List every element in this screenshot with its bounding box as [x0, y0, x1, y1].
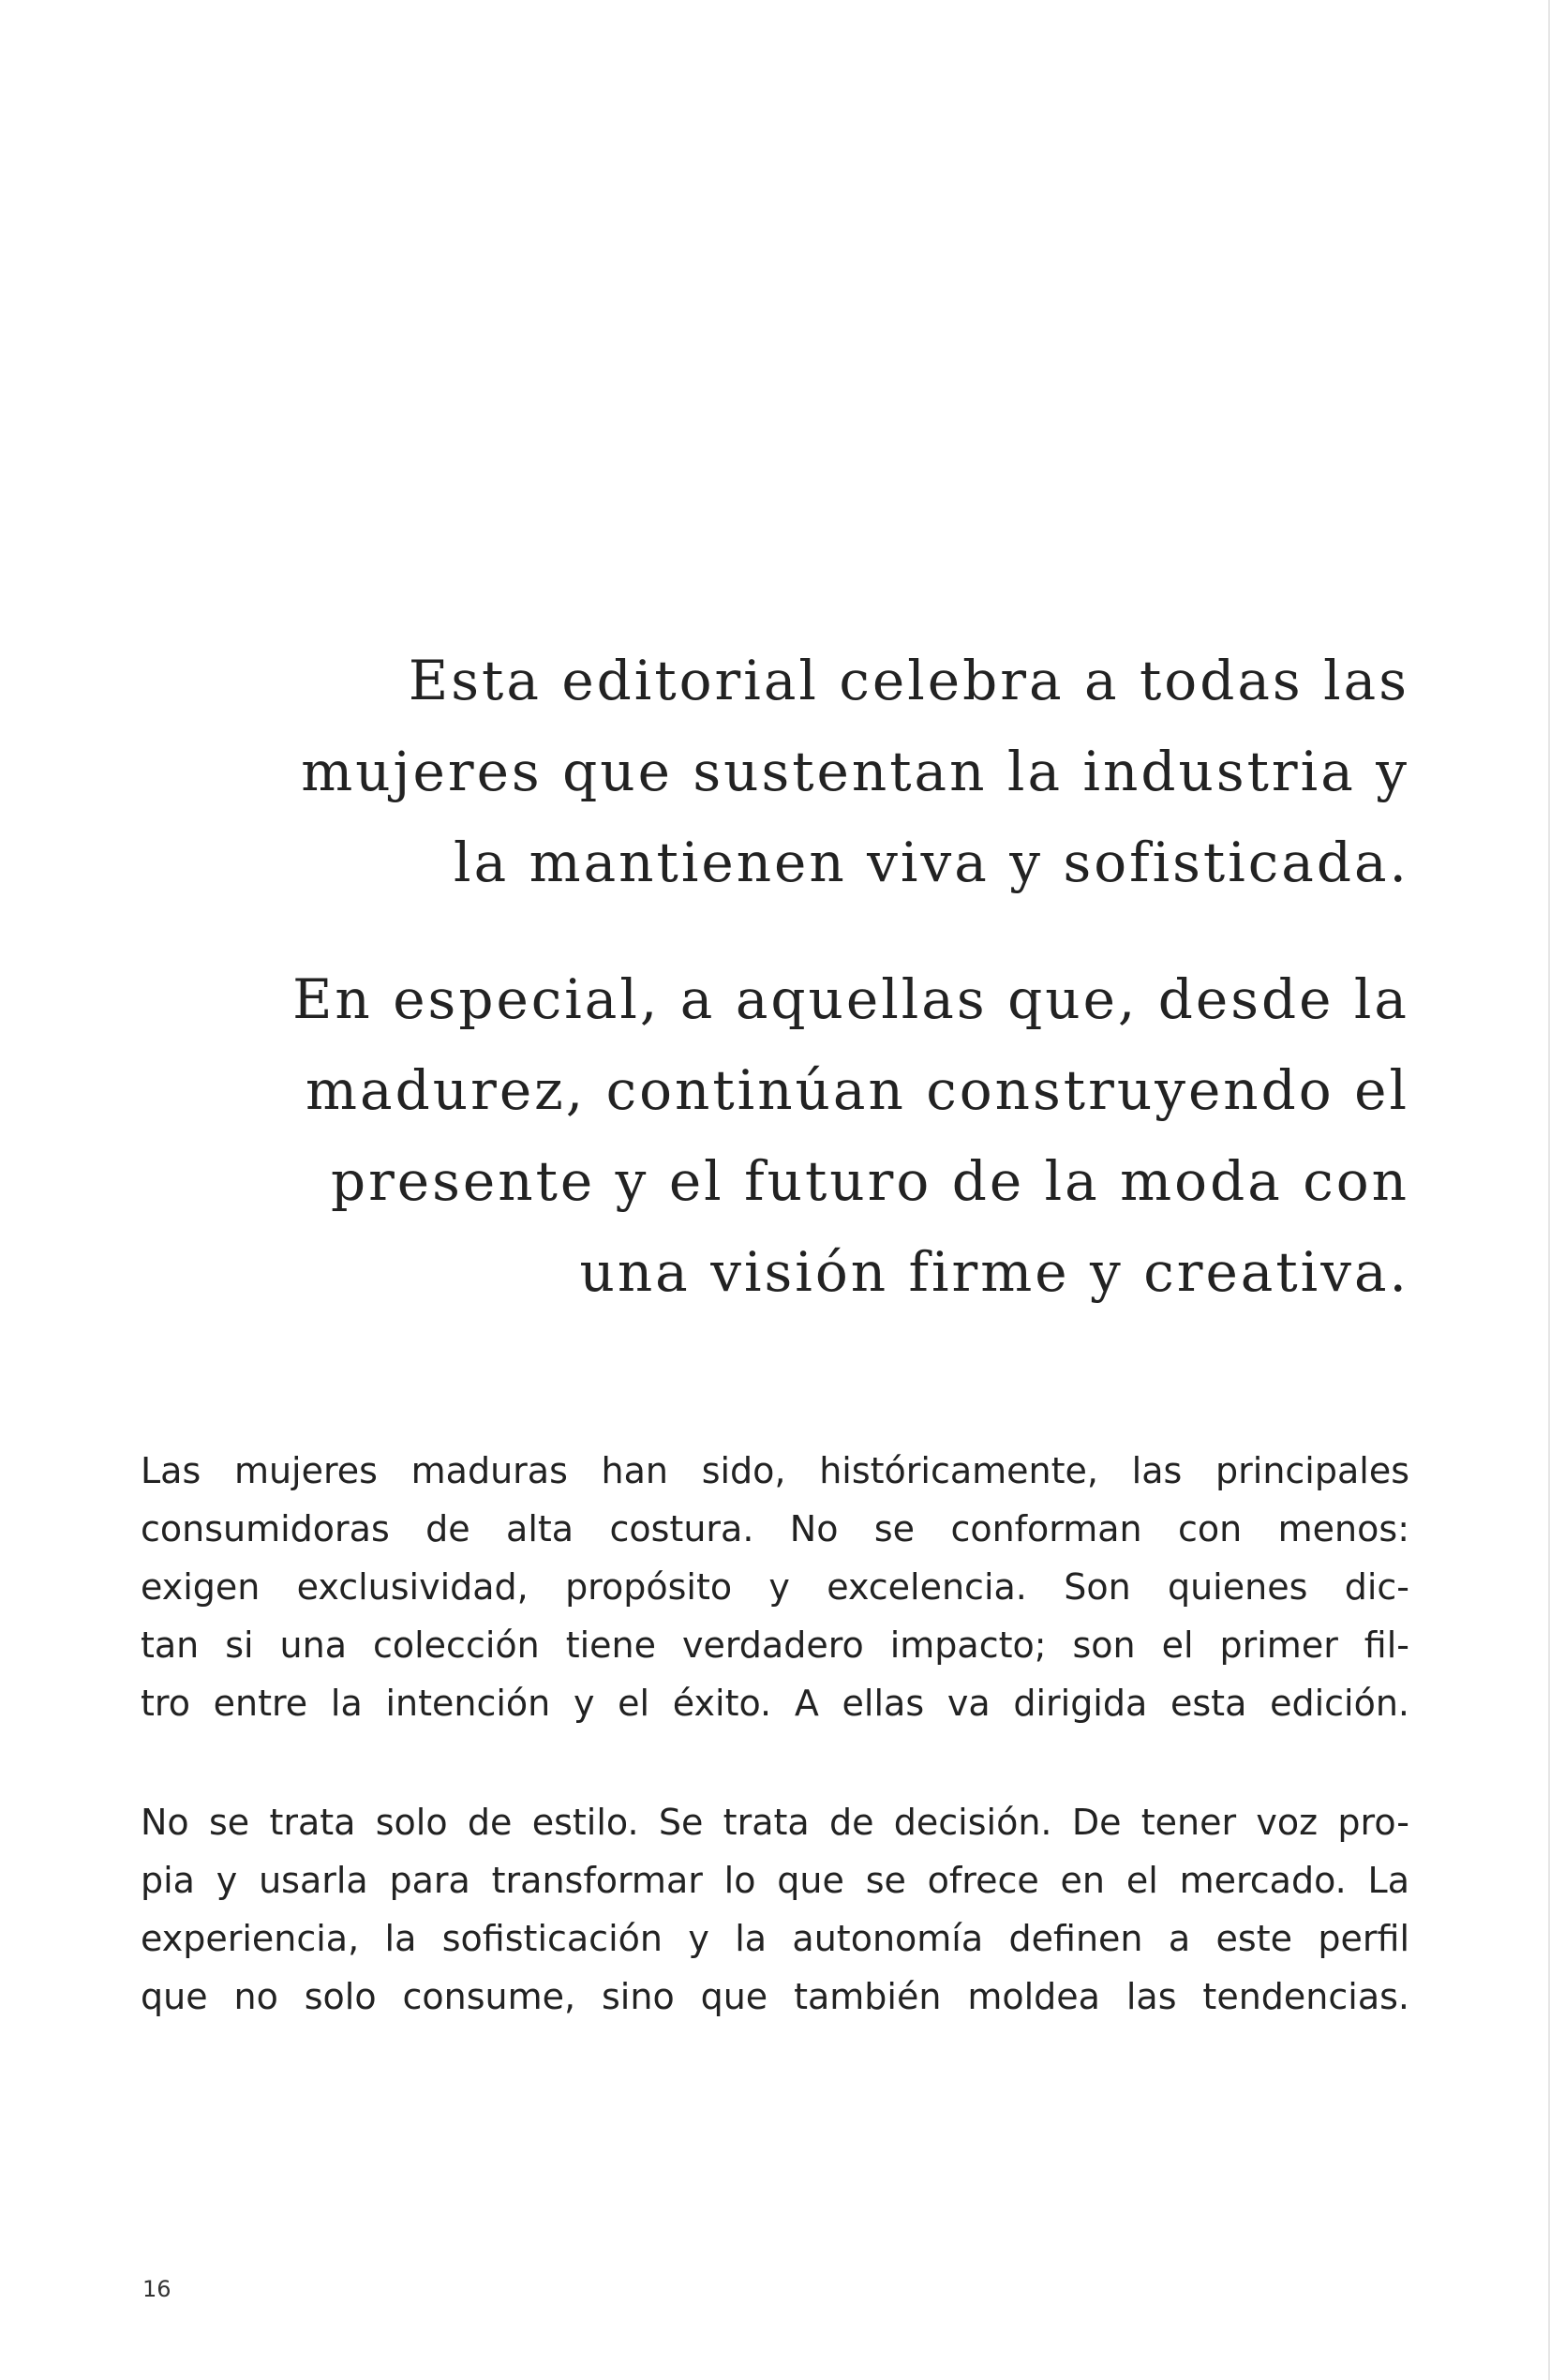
quote-line: mujeres que sustentan la industria y — [301, 740, 1409, 803]
quote-line: la mantienen viva y sofisticada. — [454, 831, 1409, 894]
page-number: 16 — [142, 2276, 171, 2302]
body-paragraph-1 — [141, 1442, 1409, 1732]
body-paragraph-2 — [141, 1793, 1409, 2026]
quote-line: una visión firme y creativa. — [579, 1240, 1409, 1304]
body-line: tan si una colección tiene verdadero impacto; son el primer fil- — [141, 1624, 1409, 1666]
body-line: exigen exclusividad, propósito y excelencia. Son quienes dic- — [141, 1566, 1409, 1608]
dedication-stanza-1 — [191, 636, 1409, 908]
body-line: tro entre la intención y el éxito. A ellas va dirigida esta edición. — [141, 1683, 1409, 1724]
quote-line: presente y el futuro de la moda con — [330, 1149, 1409, 1213]
body-line: experiencia, la sofisticación y la autonomía definen a este perfil — [141, 1918, 1409, 1959]
body-line: que no solo consume, sino que también moldea las tendencias. — [141, 1976, 1409, 2017]
body-line: No se trata solo de estilo. Se trata de decisión. De tener voz pro- — [141, 1802, 1409, 1843]
body-line: pia y usarla para transformar lo que se ofrece en el mercado. La — [141, 1860, 1409, 1901]
body-line: consumidoras de alta costura. No se conforman con menos: — [141, 1508, 1409, 1549]
body-line: Las mujeres maduras han sido, históricamente, las principales — [141, 1450, 1409, 1491]
quote-line: madurez, continúan construyendo el — [306, 1058, 1409, 1122]
quote-line: Esta editorial celebra a todas las — [408, 649, 1409, 712]
quote-line: En especial, a aquellas que, desde la — [292, 967, 1409, 1031]
dedication-stanza-2 — [191, 954, 1409, 1318]
